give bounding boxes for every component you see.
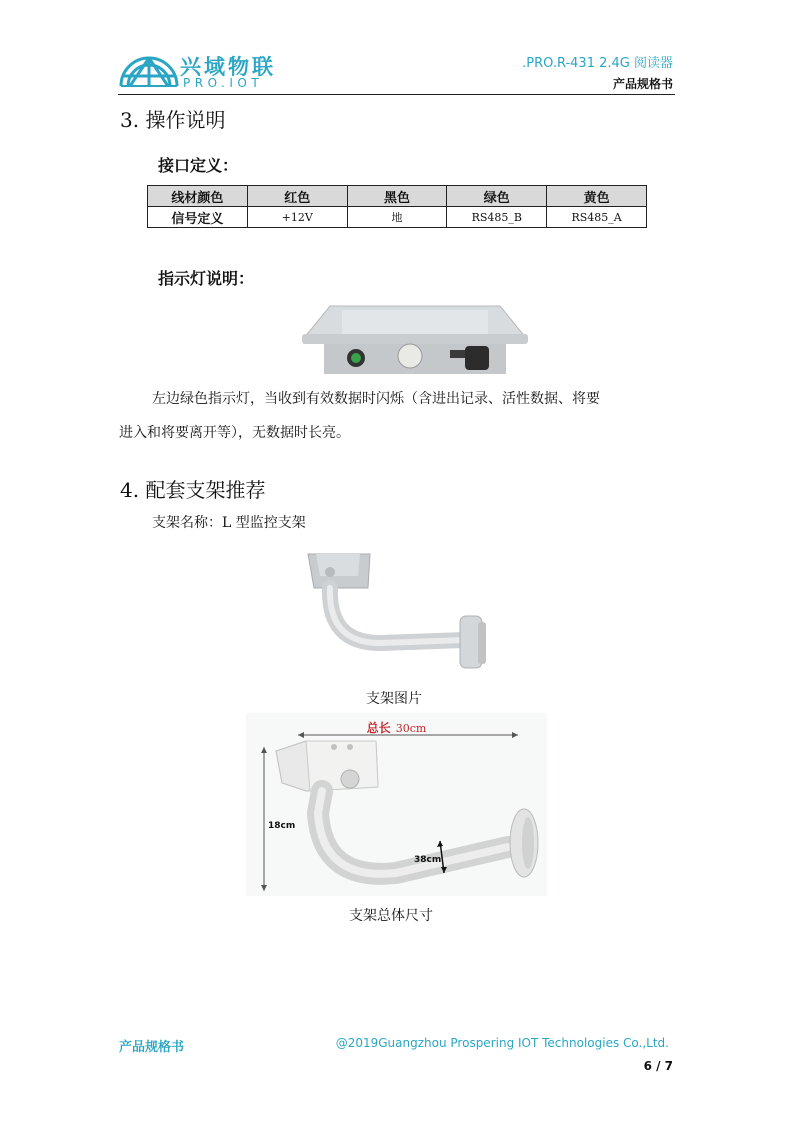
table-header-cell: 红色: [247, 186, 347, 207]
dimension-caption: 支架总体尺寸: [349, 908, 433, 924]
table-header-cell: 线材颜色: [148, 186, 248, 207]
interface-heading: 接口定义：: [158, 156, 239, 175]
header-doc-type: 产品规格书: [612, 77, 673, 91]
indicator-text-line1: 左边绿色指示灯，当收到有效数据时闪烁（含进出记录、活性数据、将要: [152, 391, 600, 407]
table-header-row: [148, 186, 647, 207]
table-cell: 地: [347, 207, 447, 228]
dim-diameter: 38cm: [414, 855, 442, 865]
footer-doc-type: 产品规格书: [119, 1040, 185, 1055]
header-model: .PRO.R-431 2.4G 阅读器: [522, 56, 673, 71]
bracket-photo: [300, 548, 495, 676]
table-header-cell: 黄色: [547, 186, 647, 207]
logo-text-cn: 兴域物联: [180, 55, 276, 79]
table-cell: RS485_A: [547, 207, 647, 228]
bracket-name: 支架名称：L 型监控支架: [152, 515, 306, 531]
table-header-cell: 绿色: [447, 186, 547, 207]
footer-copyright: @2019Guangzhou Prospering IOT Technologies Co.,Ltd.: [335, 1036, 669, 1050]
table-cell: +12V: [247, 207, 347, 228]
table-header-cell: 黑色: [347, 186, 447, 207]
section-4-title: 4. 配套支架推荐: [120, 478, 266, 502]
header-divider: [118, 94, 675, 95]
interface-table: [147, 185, 647, 228]
table-row-label: 信号定义: [148, 207, 248, 228]
dim-height: 18cm: [268, 821, 296, 831]
dim-total-label: 总长: [366, 721, 391, 735]
section-3-title: 3. 操作说明: [120, 108, 226, 132]
logo-text-en: PRO.IOT: [183, 76, 264, 90]
indicator-heading: 指示灯说明：: [158, 269, 255, 288]
dim-total-length: [246, 717, 547, 736]
dim-total-value: 30cm: [395, 722, 427, 735]
bracket-photo-caption: 支架图片: [366, 691, 422, 707]
dimension-figure: [246, 713, 547, 896]
table-cell: RS485_B: [447, 207, 547, 228]
device-photo: [300, 298, 530, 376]
table-row: [148, 207, 647, 228]
indicator-text-line2: 进入和将要离开等），无数据时长亮。: [119, 425, 350, 441]
bracket-dimension-diagram: [246, 713, 547, 896]
page-number: 6 / 7: [643, 1059, 673, 1073]
